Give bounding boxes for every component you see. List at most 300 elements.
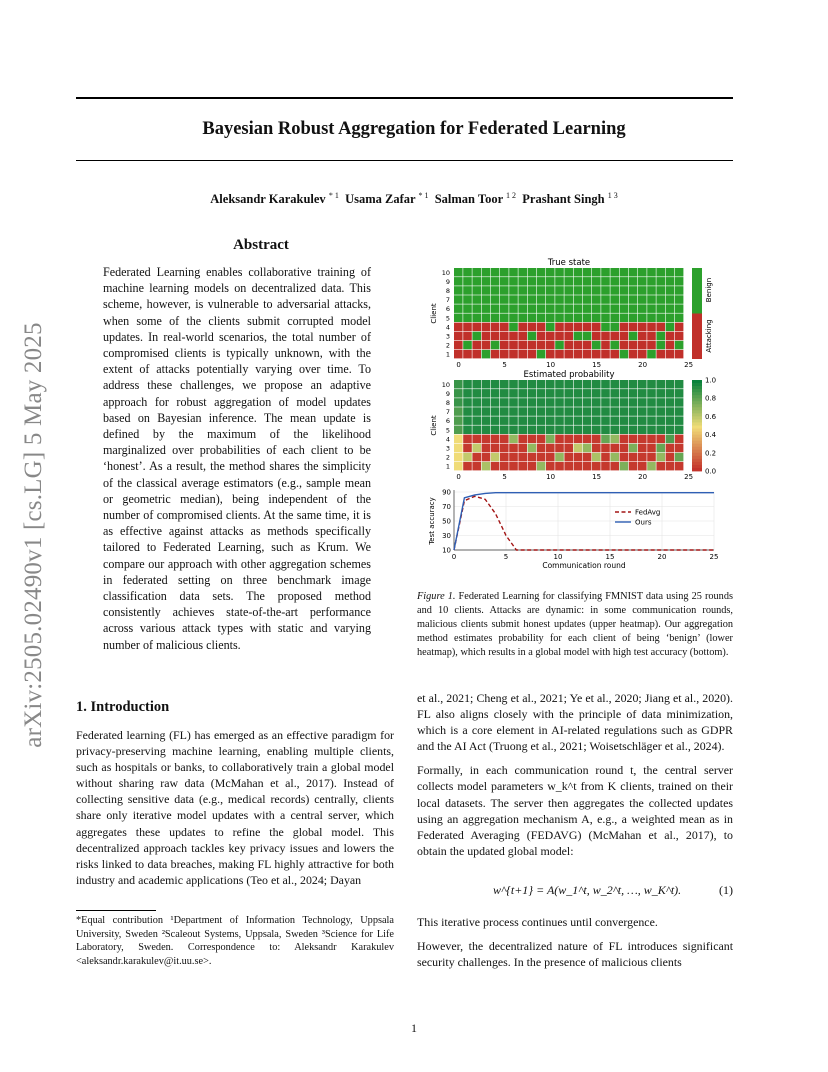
heatmap-cell: [491, 453, 500, 462]
x-tick-label: 5: [502, 473, 507, 481]
x-tick-label: 15: [605, 553, 615, 561]
heatmap-cell: [518, 314, 527, 323]
heatmap-cell: [528, 314, 537, 323]
heatmap-cell: [537, 332, 546, 341]
heatmap-cell: [638, 462, 647, 471]
heatmap-cell: [656, 416, 665, 425]
heatmap-cell: [537, 341, 546, 350]
heatmap-cell: [647, 389, 656, 398]
heatmap-cell: [647, 277, 656, 286]
heatmap-cell: [656, 407, 665, 416]
colorbar-segment: [692, 462, 702, 465]
abstract-heading: Abstract: [233, 237, 289, 253]
figure-1: [420, 252, 720, 572]
heatmap-cell: [675, 277, 684, 286]
colorbar-segment: [692, 407, 702, 410]
author-name: Aleksandr Karakulev: [210, 192, 326, 207]
heatmap-cell: [537, 407, 546, 416]
heatmap-cell: [546, 332, 555, 341]
heatmap-cell: [463, 323, 472, 332]
heatmap-cell: [592, 323, 601, 332]
heatmap-cell: [472, 426, 481, 435]
heatmap-cell: [666, 304, 675, 313]
client-tick-label: 1: [445, 350, 450, 359]
heatmap-cell: [583, 341, 592, 350]
colorbar-segment: [692, 404, 702, 407]
author-affiliation: * 1: [328, 191, 339, 200]
heatmap-cell: [574, 304, 583, 313]
heatmap-cell: [620, 462, 629, 471]
heatmap-cell: [620, 380, 629, 389]
legend-attacking-label: Attacking: [705, 319, 713, 353]
heatmap-cell: [666, 332, 675, 341]
heatmap-cell: [620, 407, 629, 416]
heatmap-cell: [656, 332, 665, 341]
heatmap-cell: [500, 426, 509, 435]
heatmap-cell: [546, 416, 555, 425]
heatmap-cell: [555, 295, 564, 304]
heatmap-cell: [620, 332, 629, 341]
heatmap-cell: [610, 426, 619, 435]
heatmap-cell: [620, 426, 629, 435]
heatmap-cell: [546, 304, 555, 313]
heatmap-cell: [647, 341, 656, 350]
heatmap-cell: [574, 398, 583, 407]
heatmap-cell: [656, 314, 665, 323]
heatmap-cell: [574, 332, 583, 341]
heatmap-cell: [528, 277, 537, 286]
heatmap-cell: [638, 416, 647, 425]
heatmap-cell: [454, 462, 463, 471]
heatmap-cell: [647, 295, 656, 304]
heatmap-cell: [463, 295, 472, 304]
heatmap-cell: [610, 416, 619, 425]
series-line-fedavg: [454, 496, 714, 550]
heatmap-cell: [491, 350, 500, 359]
colorbar-segment: [692, 468, 702, 471]
heatmap-cell: [546, 453, 555, 462]
heatmap-cell: [666, 462, 675, 471]
heatmap-cell: [509, 350, 518, 359]
heatmap-cell: [518, 277, 527, 286]
heatmap-cell: [555, 277, 564, 286]
heatmap-cell: [537, 389, 546, 398]
heatmap-cell: [491, 416, 500, 425]
heatmap-cell: [518, 304, 527, 313]
heatmap-cell: [564, 304, 573, 313]
heatmap-cell: [500, 380, 509, 389]
y-tick-label: 90: [442, 488, 451, 497]
heatmap-cell: [564, 286, 573, 295]
heatmap-cell: [656, 268, 665, 277]
heatmap-cell: [583, 350, 592, 359]
heatmap-cell: [482, 389, 491, 398]
heatmap-cell: [620, 444, 629, 453]
heatmap-cell: [500, 416, 509, 425]
client-tick-label: 9: [445, 277, 450, 286]
heatmap-cell: [629, 277, 638, 286]
heatmap-cell: [555, 426, 564, 435]
heatmap-cell: [647, 462, 656, 471]
heatmap-cell: [463, 444, 472, 453]
heatmap-cell: [509, 407, 518, 416]
heatmap-cell: [454, 444, 463, 453]
heatmap-cell: [500, 277, 509, 286]
heatmap-cell: [583, 268, 592, 277]
heatmap-cell: [482, 444, 491, 453]
heatmap-cell: [666, 350, 675, 359]
heatmap-cell: [546, 444, 555, 453]
heatmap-cell: [472, 314, 481, 323]
colorbar-segment: [692, 450, 702, 453]
figure-caption: [417, 590, 733, 660]
heatmap-cell: [620, 314, 629, 323]
heatmap-cell: [518, 398, 527, 407]
heatmap-cell: [500, 350, 509, 359]
heatmap-cell: [454, 350, 463, 359]
client-tick-label: 3: [445, 444, 450, 453]
heatmap-cell: [546, 268, 555, 277]
heatmap-cell: [675, 304, 684, 313]
heatmap-cell: [509, 416, 518, 425]
heatmap-cell: [509, 462, 518, 471]
colorbar-tick-label: 0.0: [705, 467, 717, 476]
colorbar-segment: [692, 447, 702, 450]
heatmap-cell: [656, 380, 665, 389]
heatmap-cell: [592, 286, 601, 295]
heatmap-cell: [610, 295, 619, 304]
heatmap-cell: [638, 380, 647, 389]
heatmap-title: Estimated probability: [523, 370, 615, 380]
heatmap-cell: [666, 398, 675, 407]
heatmap-cell: [537, 314, 546, 323]
heatmap-cell: [610, 277, 619, 286]
heatmap-cell: [583, 286, 592, 295]
heatmap-cell: [482, 304, 491, 313]
heatmap-cell: [555, 407, 564, 416]
heatmap-cell: [564, 407, 573, 416]
heatmap-cell: [601, 277, 610, 286]
heatmap-cell: [592, 295, 601, 304]
heatmap-cell: [500, 398, 509, 407]
heatmap-cell: [472, 435, 481, 444]
heatmap-cell: [638, 350, 647, 359]
heatmap-cell: [583, 444, 592, 453]
heatmap-cell: [509, 286, 518, 295]
heatmap-cell: [537, 444, 546, 453]
heatmap-cell: [592, 332, 601, 341]
heatmap-cell: [454, 332, 463, 341]
legend-label: Ours: [635, 518, 652, 527]
x-tick-label: 10: [546, 361, 556, 369]
heatmap-cell: [500, 268, 509, 277]
y-tick-label: 70: [442, 503, 451, 511]
heatmap-cell: [472, 389, 481, 398]
x-tick-label: 15: [592, 473, 602, 481]
heatmap-cell: [454, 398, 463, 407]
heatmap-cell: [555, 314, 564, 323]
heatmap-cell: [528, 398, 537, 407]
heatmap-cell: [528, 389, 537, 398]
heatmap-cell: [482, 341, 491, 350]
heatmap-cell: [574, 341, 583, 350]
legend-benign-swatch: [692, 268, 702, 314]
heatmap-cell: [546, 398, 555, 407]
colorbar-segment: [692, 386, 702, 389]
heatmap-estimated-probability: [430, 370, 717, 481]
heatmap-cell: [564, 444, 573, 453]
heatmap-cell: [610, 444, 619, 453]
heatmap-cell: [472, 444, 481, 453]
heatmap-cell: [482, 453, 491, 462]
heatmap-cell: [546, 380, 555, 389]
x-tick-label: 0: [451, 553, 457, 561]
heatmap-cell: [647, 350, 656, 359]
client-tick-label: 2: [445, 453, 450, 462]
heatmap-cell: [656, 277, 665, 286]
heatmap-cell: [601, 426, 610, 435]
heatmap-cell: [592, 304, 601, 313]
heatmap-cell: [528, 444, 537, 453]
heatmap-cell: [629, 295, 638, 304]
figure-caption-label: Figure 1.: [417, 591, 456, 602]
heatmap-cell: [454, 426, 463, 435]
heatmap-cell: [610, 398, 619, 407]
colorbar-segment: [692, 426, 702, 429]
heatmap-cell: [518, 295, 527, 304]
equation-number: (1): [719, 883, 733, 897]
heatmap-cell: [463, 380, 472, 389]
heatmap-cell: [592, 380, 601, 389]
section-heading: 1. Introduction: [76, 699, 170, 715]
colorbar-segment: [692, 459, 702, 462]
heatmap-cell: [620, 389, 629, 398]
heatmap-cell: [564, 398, 573, 407]
heatmap-cell: [601, 407, 610, 416]
heatmap-cell: [564, 435, 573, 444]
heatmap-cell: [647, 323, 656, 332]
heatmap-cell: [463, 416, 472, 425]
heatmap-cell: [472, 286, 481, 295]
heatmap-cell: [610, 380, 619, 389]
heatmap-cell: [555, 323, 564, 332]
heatmap-cell: [537, 462, 546, 471]
heatmap-cell: [583, 304, 592, 313]
colorbar-segment: [692, 398, 702, 401]
heatmap-cell: [574, 389, 583, 398]
heatmap-cell: [564, 341, 573, 350]
heatmap-cell: [463, 314, 472, 323]
heatmap-cell: [509, 453, 518, 462]
heatmap-cell: [491, 314, 500, 323]
heatmap-cell: [518, 444, 527, 453]
x-tick-label: 5: [502, 361, 507, 369]
y-tick-label: 30: [442, 532, 451, 540]
heatmap-cell: [629, 304, 638, 313]
heatmap-cell: [656, 350, 665, 359]
heatmap-cell: [500, 341, 509, 350]
heatmap-cell: [675, 416, 684, 425]
heatmap-cell: [638, 389, 647, 398]
heatmap-cell: [638, 435, 647, 444]
x-tick-label: 10: [546, 473, 556, 481]
x-tick-label: 5: [503, 553, 509, 561]
legend-benign-label: Benign: [705, 277, 713, 303]
heatmap-cell: [509, 444, 518, 453]
heatmap-cell: [546, 350, 555, 359]
heatmap-cell: [546, 323, 555, 332]
heatmap-cell: [647, 380, 656, 389]
heatmap-cell: [592, 268, 601, 277]
heatmap-cell: [583, 277, 592, 286]
heatmap-cell: [647, 426, 656, 435]
heatmap-cell: [656, 426, 665, 435]
footnote: *Equal contribution ¹Department of Information Technology, Uppsala University, Sweden ²Scaleout Systems, Uppsala, Sweden ³Science for Life Laboratory, Sweden. Correspondence to: Aleksandr Karakulev <aleksandr.karakulev@it.uu.se>.: [76, 915, 394, 967]
colorbar-segment: [692, 422, 702, 425]
heatmap-cell: [528, 341, 537, 350]
heatmap-cell: [610, 407, 619, 416]
heatmap-cell: [656, 341, 665, 350]
heatmap-cell: [518, 426, 527, 435]
heatmap-cell: [601, 323, 610, 332]
heatmap-cell: [647, 435, 656, 444]
heatmap-cell: [574, 444, 583, 453]
heatmap-cell: [546, 435, 555, 444]
heatmap-cell: [482, 286, 491, 295]
heatmap-cell: [574, 286, 583, 295]
figure-caption-text: Federated Learning for classifying FMNIST data using 25 rounds and 10 clients. Attacks are dynamic: in some communication rounds, malicious clients submit honest updates (upper heatmap). Our aggregation method estimates probability for each client of being ‘benign’ (lower heatmap), which results in a global model with high test accuracy (bottom).: [417, 591, 733, 659]
heatmap-cell: [454, 389, 463, 398]
heatmap-cell: [629, 389, 638, 398]
heatmap-cell: [620, 350, 629, 359]
heatmap-cell: [610, 314, 619, 323]
colorbar-segment: [692, 444, 702, 447]
heatmap-cell: [647, 453, 656, 462]
colorbar-tick-label: 0.6: [705, 412, 717, 421]
heatmap-cell: [592, 453, 601, 462]
heatmap-cell: [638, 286, 647, 295]
heatmap-cell: [500, 323, 509, 332]
heatmap-cell: [675, 435, 684, 444]
heatmap-cell: [500, 407, 509, 416]
heatmap-cell: [518, 462, 527, 471]
heatmap-cell: [629, 314, 638, 323]
heatmap-cell: [500, 462, 509, 471]
heatmap-cell: [666, 277, 675, 286]
heatmap-cell: [472, 323, 481, 332]
heatmap-cell: [482, 332, 491, 341]
client-axis-label: Client: [430, 303, 438, 324]
heatmap-cell: [463, 350, 472, 359]
heatmap-title: True state: [547, 258, 591, 268]
colorbar-segment: [692, 383, 702, 386]
heatmap-cell: [601, 416, 610, 425]
heatmap-cell: [482, 416, 491, 425]
heatmap-cell: [518, 341, 527, 350]
heatmap-cell: [472, 416, 481, 425]
client-tick-label: 10: [441, 380, 450, 389]
heatmap-cell: [528, 435, 537, 444]
heatmap-cell: [491, 295, 500, 304]
heatmap-cell: [482, 314, 491, 323]
client-tick-label: 5: [445, 314, 450, 323]
colorbar-tick-label: 1.0: [705, 376, 717, 385]
heatmap-cell: [500, 435, 509, 444]
heatmap-cell: [500, 453, 509, 462]
heatmap-cell: [666, 380, 675, 389]
heatmap-cell: [537, 350, 546, 359]
heatmap-cell: [601, 341, 610, 350]
heatmap-cell: [638, 323, 647, 332]
heatmap-cell: [601, 304, 610, 313]
heatmap-cell: [509, 323, 518, 332]
heatmap-cell: [546, 341, 555, 350]
y-axis-label: Test accuracy: [428, 497, 436, 545]
heatmap-cell: [555, 398, 564, 407]
author-affiliation: * 1: [418, 191, 429, 200]
heatmap-cell: [482, 277, 491, 286]
x-tick-label: 25: [684, 473, 694, 481]
heatmap-cell: [629, 332, 638, 341]
heatmap-cell: [629, 323, 638, 332]
heatmap-cell: [518, 350, 527, 359]
heatmap-cell: [583, 426, 592, 435]
heatmap-cell: [574, 416, 583, 425]
heatmap-cell: [610, 435, 619, 444]
title-rule-top: [76, 97, 733, 99]
heatmap-cell: [638, 407, 647, 416]
heatmap-cell: [509, 277, 518, 286]
heatmap-cell: [537, 295, 546, 304]
heatmap-cell: [463, 286, 472, 295]
client-tick-label: 3: [445, 332, 450, 341]
paper-title: Bayesian Robust Aggregation for Federated Learning: [202, 119, 626, 139]
heatmap-cell: [528, 426, 537, 435]
heatmap-cell: [537, 323, 546, 332]
abstract-body: Federated Learning enables collaborative training of machine learning models on decentralized data. This scheme, however, is vulnerable to adversarial attacks, when some of the clients submit corrupted model updates. In real-world scenarios, the total number of compromised clients is typically unknown, with the extent of attacks potentially varying over time. To address these challenges, we propose an adaptive approach for robust aggregation of model updates based on Bayesian inference. The mean update is defined by the maximum of the likelihood marginalized over probabilities of each client to be ‘honest’. As a result, the method shares the simplicity of the classical average estimators (e.g., sample mean or geometric median), being independent of the number of compromised clients. At the same time, it is as effective against attacks as methods specifically tailored to Federated Learning, such as Krum. We compare our approach with other aggregation schemes in federated setting on three benchmark image classification data sets. The proposed method consistently achieves state-of-the-art performance across various attack types with static and varying number of malicious clients.: [103, 265, 371, 652]
paragraph: et al., 2021; Cheng et al., 2021; Ye et al., 2020; Jiang et al., 2020). FL also aligns closely with the principle of data minimization, which is a core element in AI-related regulations such as GDPR and the AI Act (Truong et al., 2021; Woisetschläger et al., 2024).: [417, 691, 733, 754]
heatmap-cell: [454, 435, 463, 444]
heatmap-cell: [555, 435, 564, 444]
heatmap-cell: [472, 295, 481, 304]
heatmap-cell: [629, 462, 638, 471]
client-tick-label: 2: [445, 341, 450, 350]
heatmap-cell: [647, 304, 656, 313]
heatmap-cell: [472, 277, 481, 286]
page-number: 1: [411, 1021, 417, 1035]
heatmap-cell: [601, 398, 610, 407]
heatmap-cell: [537, 268, 546, 277]
colorbar-segment: [692, 453, 702, 456]
heatmap-cell: [491, 323, 500, 332]
heatmap-cell: [574, 426, 583, 435]
x-axis-label: Communication round: [542, 561, 626, 570]
intro-paragraph: Federated learning (FL) has emerged as an effective paradigm for privacy-preserving machine learning, enabling multiple clients, such as hospitals or banks, to collaboratively train a global model without sharing raw data (McMahan et al., 2017). Instead of collecting sensitive data (e.g., medical records) centrally, clients share only iterative model updates with a central server, which aggregates these updates to refine the global model. This decentralized approach tackles key privacy issues and lowers the risks linked to data breaches, making FL highly attractive for both industry and academic applications (Teo et al., 2024; Dayan: [76, 728, 394, 887]
heatmap-cell: [454, 323, 463, 332]
heatmap-cell: [629, 350, 638, 359]
heatmap-cell: [583, 462, 592, 471]
heatmap-cell: [666, 268, 675, 277]
heatmap-cell: [546, 286, 555, 295]
heatmap-cell: [463, 332, 472, 341]
heatmap-cell: [656, 444, 665, 453]
heatmap-cell: [555, 350, 564, 359]
heatmap-cell: [509, 314, 518, 323]
heatmap-cell: [482, 323, 491, 332]
heatmap-cell: [656, 462, 665, 471]
client-axis-label: Client: [430, 415, 438, 436]
heatmap-cell: [583, 295, 592, 304]
